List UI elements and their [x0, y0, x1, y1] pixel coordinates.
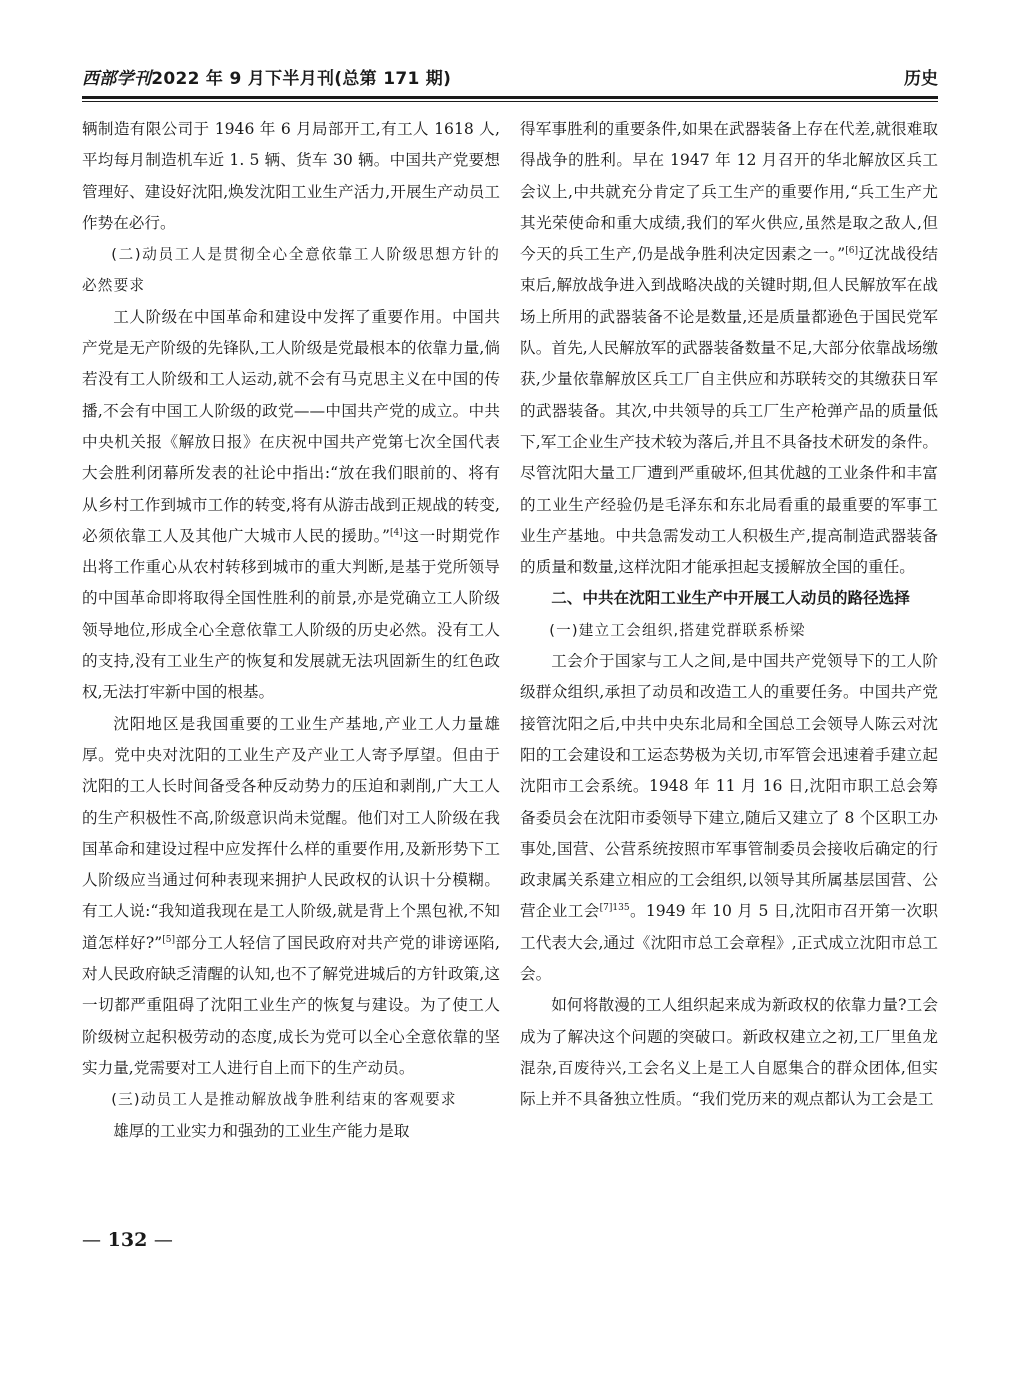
paragraph [82, 302, 500, 709]
journal-title [82, 64, 451, 89]
citation-ref: [6] [845, 246, 859, 256]
section-label: 历史 [904, 69, 938, 89]
paragraph-text: 部分工人轻信了国民政府对共产党的诽谤诬陷,对人民政府缺乏清醒的认知,也不了解党进城后的方针政策,这一切都严重阻碍了沈阳工业生产的恢复与建设。为了使工人阶级树立起积极劳动的态度,成长为党可以全心全意依靠的坚实力量,党需要对工人进行自上而下的生产动员。 [82, 933, 500, 1077]
paragraph-text: 得军事胜利的重要条件,如果在武器装备上存在代差,就很难取得战争的胜利。早在 1947 年 12 月召开的华北解放区兵工会议上,中共就充分肯定了兵工生产的重要作用,“兵工生产尤其光荣使命和重大成绩,我们的军火供应,虽然是取之敌人,但今天的兵工生产,仍是战争胜利决定因素之一。” [520, 120, 938, 264]
citation-ref: [5] [162, 934, 176, 945]
paragraph: 如何将散漫的工人组织起来成为新政权的依靠力量?工会成为了解决这个问题的突破口。新政权建立之初,工厂里鱼龙混杂,百废待兴,工会名义上是工人自愿集合的群众团体,但实际上并不具备独立性质。“我们党历来的观点都认为工会是工 [520, 996, 938, 1109]
paragraph-text: 这一时期党作出将工作重心从农村转移到城市的重大判断,是基于党所领导的中国革命即将取得全国性胜利的前景,亦是党确立工人阶级领导地位,形成全心全意依靠工人阶级的历史必然。没有工人的支持,没有工业生产的恢复和发展就无法巩固新生的红色政权,无法打牢新中国的根基。 [82, 526, 500, 702]
page-number: 132 [107, 1229, 148, 1251]
paragraph-text: 工人阶级在中国革命和建设中发挥了重要作用。中国共产党是无产阶级的先锋队,工人阶级是党最根本的依靠力量,倘若没有工人阶级和工人运动,就不会有马克思主义在中国的传播,不会有中国工人阶级的政党——中国共产党的成立。中共中央机关报《解放日报》在庆祝中国共产党第七次全国代表大会胜利闭幕所发表的社论中指出:“放在我们眼前的、将有从乡村工作到城市工作的转变,将有从游击战到正规战的转变,必须依靠工人及其他广大城市人民的援助。” [82, 307, 500, 545]
section-heading: 二、中共在沈阳工业生产中开展工人动员的路径选择 [551, 589, 910, 608]
footer-dash: — [82, 1229, 101, 1251]
header-rule-thin [82, 101, 938, 102]
paragraph [520, 646, 938, 990]
subsection-heading: (一)建立工会组织,搭建党群联系桥梁 [549, 621, 806, 639]
paragraph-text: 辽沈战役结束后,解放战争进入到战略决战的关键时期,但人民解放军在战场上所用的武器装备不论是数量,还是质量都逊色于国民党军队。首先,人民解放军的武器装备数量不足,大部分依靠战场缴获,少量依靠解放区兵工厂自主供应和苏联转交的其缴获日军的武器装备。其次,中共领导的兵工厂生产枪弹产品的质量低下,军工企业生产技术较为落后,并且不具备技术研发的条件。尽管沈阳大量工厂遭到严重破坏,但其优越的工业条件和丰富的工业生产经验仍是毛泽东和东北局看重的最重要的军事工业生产基地。中共急需发动工人积极生产,提高制造武器装备的质量和数量,这样沈阳才能承担起支援解放全国的重任。 [520, 245, 938, 577]
paragraph-text: 。1949 年 10 月 5 日,沈阳市召开第一次职工代表大会,通过《沈阳市总工会章程》,正式成立沈阳市总工会。 [520, 902, 938, 984]
paragraph [82, 709, 500, 1085]
paragraph: 辆制造有限公司于 1946 年 6 月局部开工,有工人 1618 人,平均每月制造机车近 1. 5 辆、货车 30 辆。中国共产党要想管理好、建设好沈阳,焕发沈阳工业生产活力,开展生产动员工作势在必行。 [82, 120, 500, 232]
footer-dash: — [153, 1229, 173, 1251]
subsection-heading: (三)动员工人是推动解放战争胜利结束的客观要求 [111, 1091, 457, 1109]
citation-ref: [4] [390, 527, 403, 538]
issue-info: 2022 年 9 月下半月刊(总第 171 期) [151, 69, 452, 89]
subsection-heading: (二)动员工人是贯彻全心全意依靠工人阶级思想方针的必然要求 [82, 246, 500, 295]
paragraph [520, 114, 938, 583]
paragraph-text: 沈阳地区是我国重要的工业生产基地,产业工人力量雄厚。党中央对沈阳的工业生产及产业工人寄予厚望。但由于沈阳的工人长时间备受各种反动势力的压迫和剥削,广大工人的生产积极性不高,阶级意识尚未觉醒。他们对工人阶级在我国革命和建设过程中应发挥什么样的重要作用,及新形势下工人阶级应当通过何种表现来拥护人民政权的认识十分模糊。有工人说:“我知道我现在是工人阶级,就是背上个黑包袱,不知道怎样好?” [82, 714, 500, 952]
page-footer [82, 1229, 173, 1251]
journal-logo: 西部学刊 [82, 69, 152, 89]
page-header [82, 62, 938, 92]
paragraph-text: 工会介于国家与工人之间,是中国共产党领导下的工人阶级群众组织,承担了动员和改造工人的重要任务。中国共产党接管沈阳之后,中共中央东北局和全国总工会领导人陈云对沈阳的工会建设和工运态势极为关切,市军管会迅速着手建立起沈阳市工会系统。1948 年 11 月 16 日,沈阳市职工总会筹备委员会在沈阳市委领导下建立,随后又建立了 8 个区职工办事处,国营、公营系统按照市军事管制委员会接收后确定的行政隶属关系建立相应的工会组织,以领导其所属基层国营、公营企业工会 [520, 652, 938, 921]
left-column [82, 114, 500, 1239]
citation-ref: [7]135 [599, 903, 630, 914]
paragraph: 雄厚的工业实力和强劲的工业生产能力是取 [113, 1121, 410, 1140]
right-column [520, 114, 938, 1239]
header-rule-thick [82, 96, 938, 99]
